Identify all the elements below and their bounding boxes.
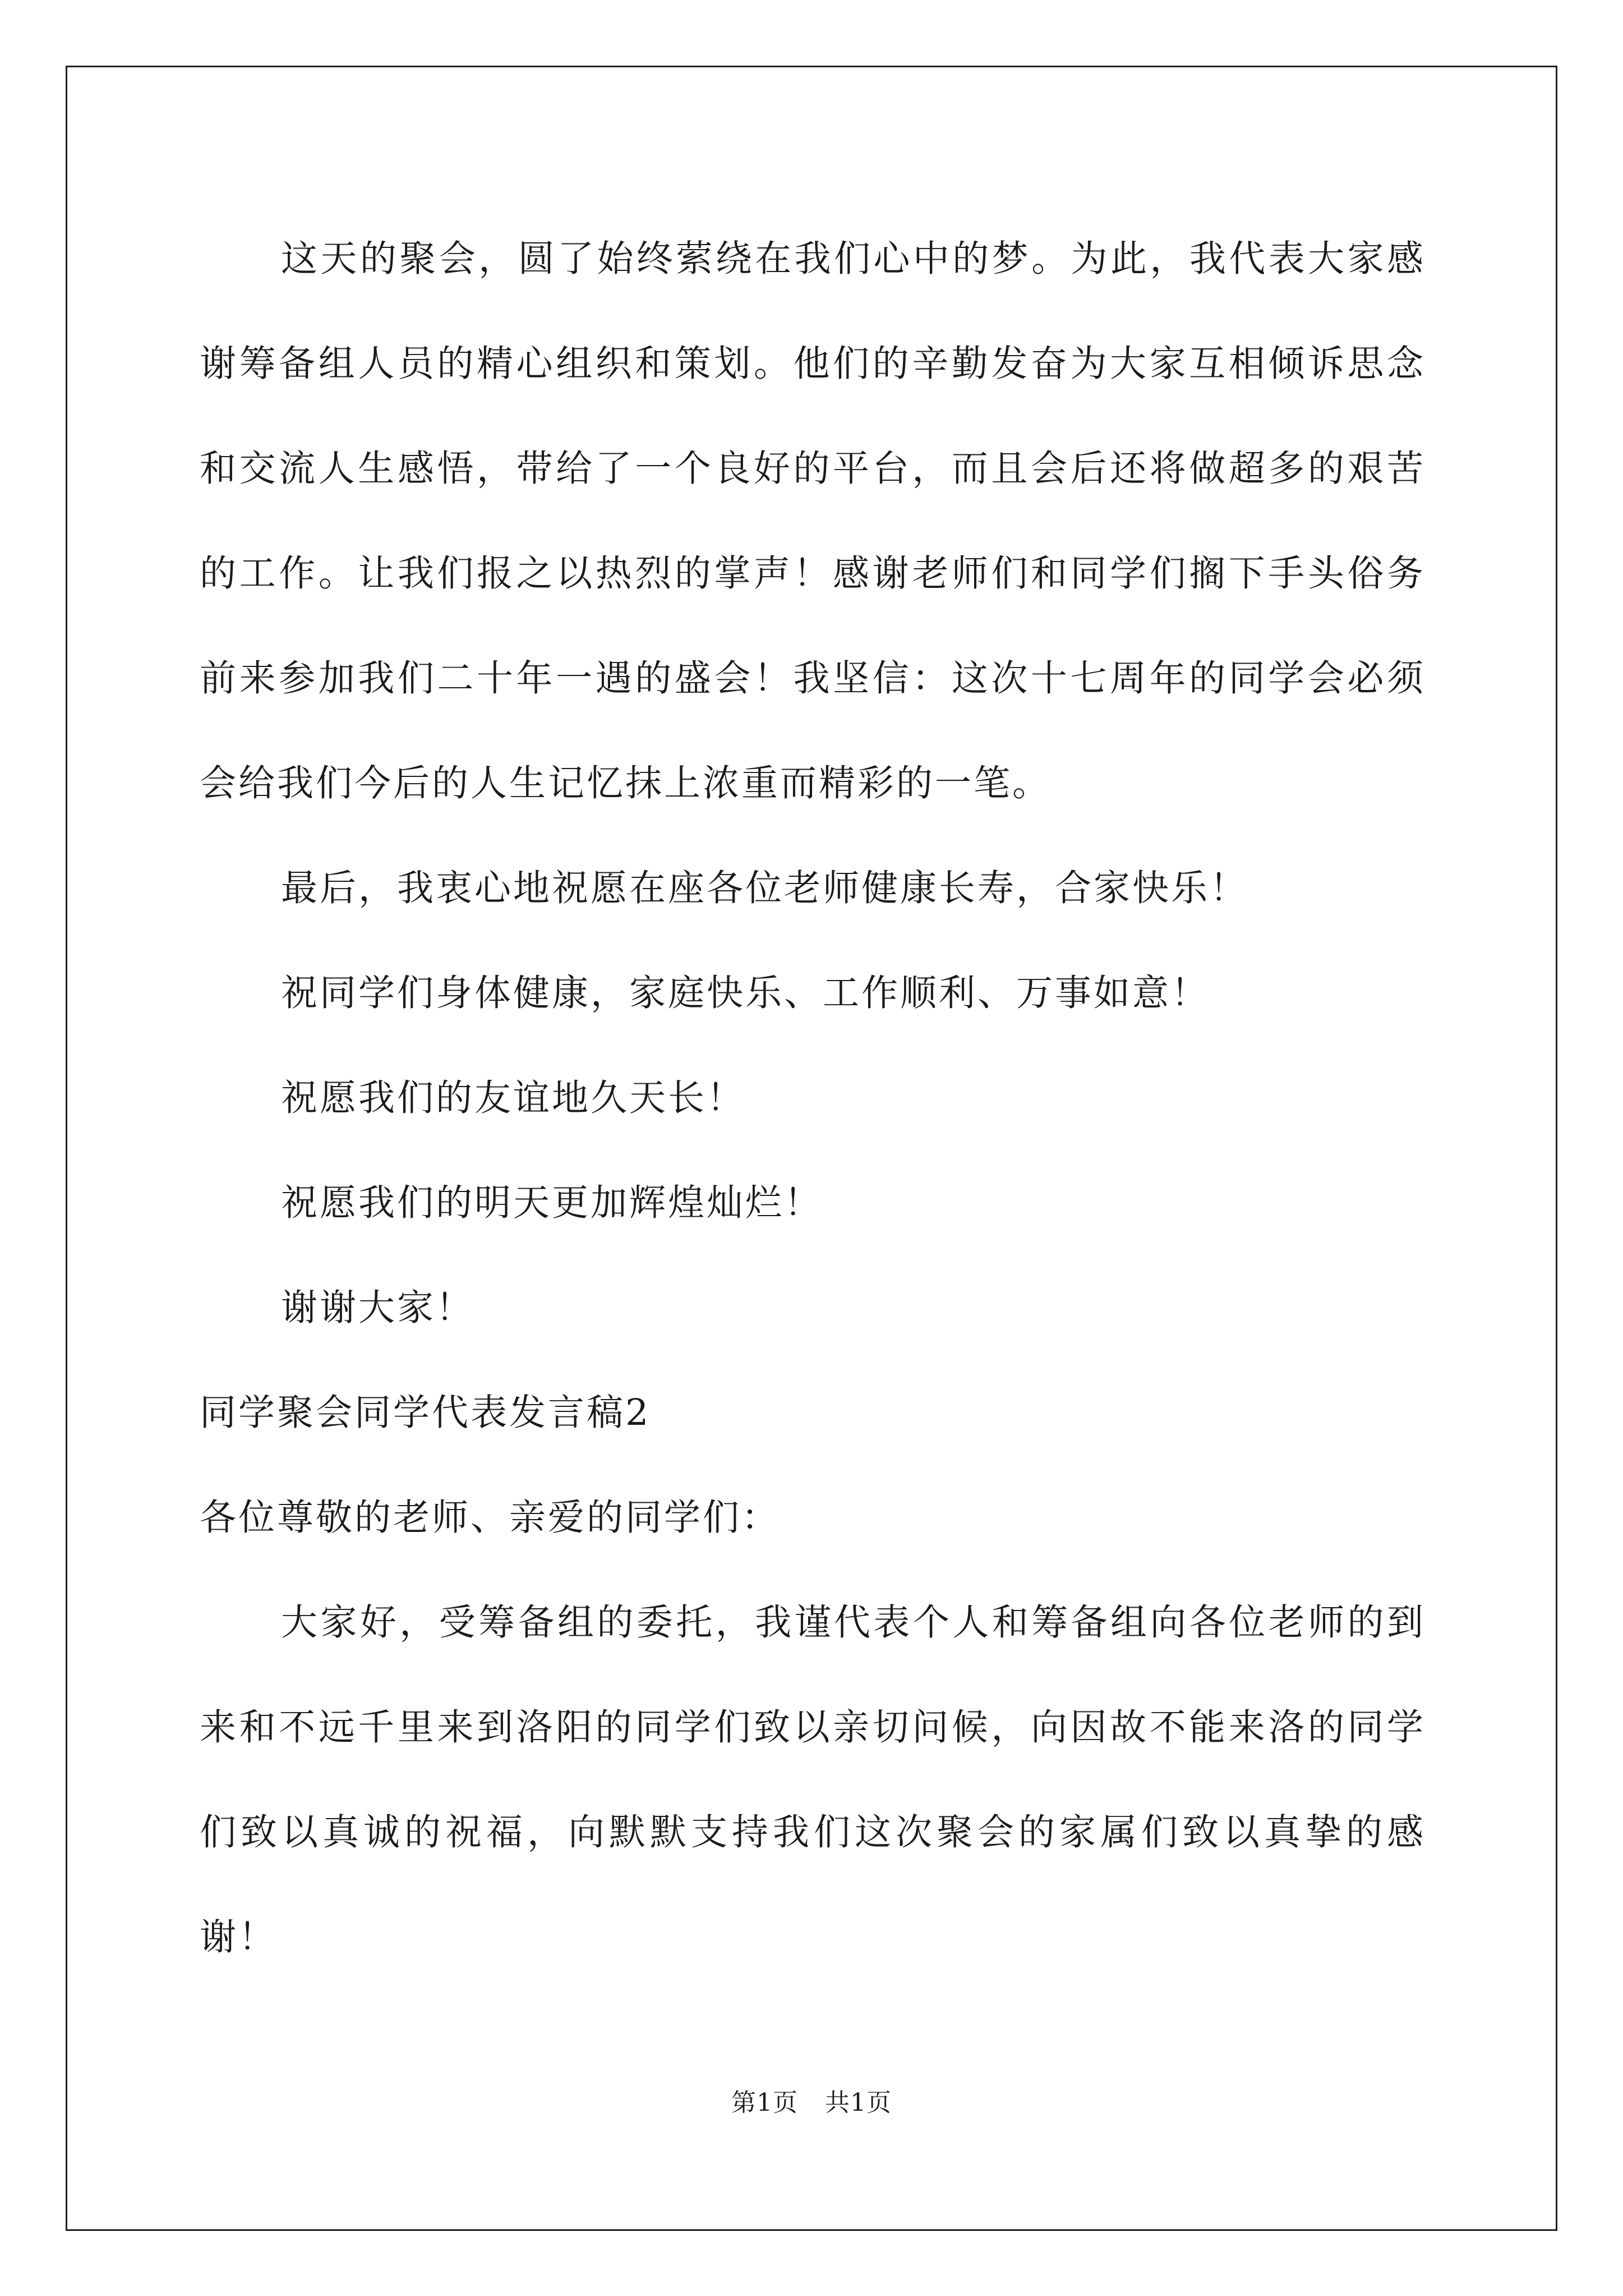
paragraph: 祝愿我们的友谊地久天长！	[281, 1077, 746, 1119]
paragraph: 最后，我衷心地祝愿在座各位老师健康长寿，合家快乐！	[281, 867, 1249, 909]
section-heading: 同学聚会同学代表发言稿2	[200, 1392, 651, 1434]
salutation: 各位尊敬的老师、亲爱的同学们：	[200, 1497, 781, 1539]
paragraph: 这天的聚会，圆了始终萦绕在我们心中的梦。为此，我代表大家感谢筹备组人员的精心组织和策划。他们的辛勤发奋为大家互相倾诉思念和交流人生感悟，带给了一个良好的平台，而且会后还将做超多的艰苦的工作。让我们报之以热烈的掌声！感谢老师们和同学们搁下手头俗务前来参加我们二十年一遇的盛会！我坚信：这次十七周年的同学会必须会给我们今后的人生记忆抹上浓重而精彩的一笔。	[200, 238, 1426, 804]
paragraph: 祝同学们身体健康，家庭快乐、工作顺利、万事如意！	[281, 972, 1210, 1014]
paragraph: 祝愿我们的明天更加辉煌灿烂！	[281, 1182, 823, 1224]
paragraph: 谢谢大家！	[281, 1287, 475, 1329]
paragraph: 大家好，受筹备组的委托，我谨代表个人和筹备组向各位老师的到来和不远千里来到洛阳的同学们致以亲切问候，向因故不能来洛的同学们致以真诚的祝福，向默默支持我们这次聚会的家属们致以真挚的感谢！	[200, 1602, 1426, 1958]
page-number: 第1页	[731, 2088, 798, 2117]
document-body	[200, 206, 1426, 1990]
page-footer	[0, 2082, 1623, 2118]
page-total: 共1页	[825, 2088, 892, 2117]
